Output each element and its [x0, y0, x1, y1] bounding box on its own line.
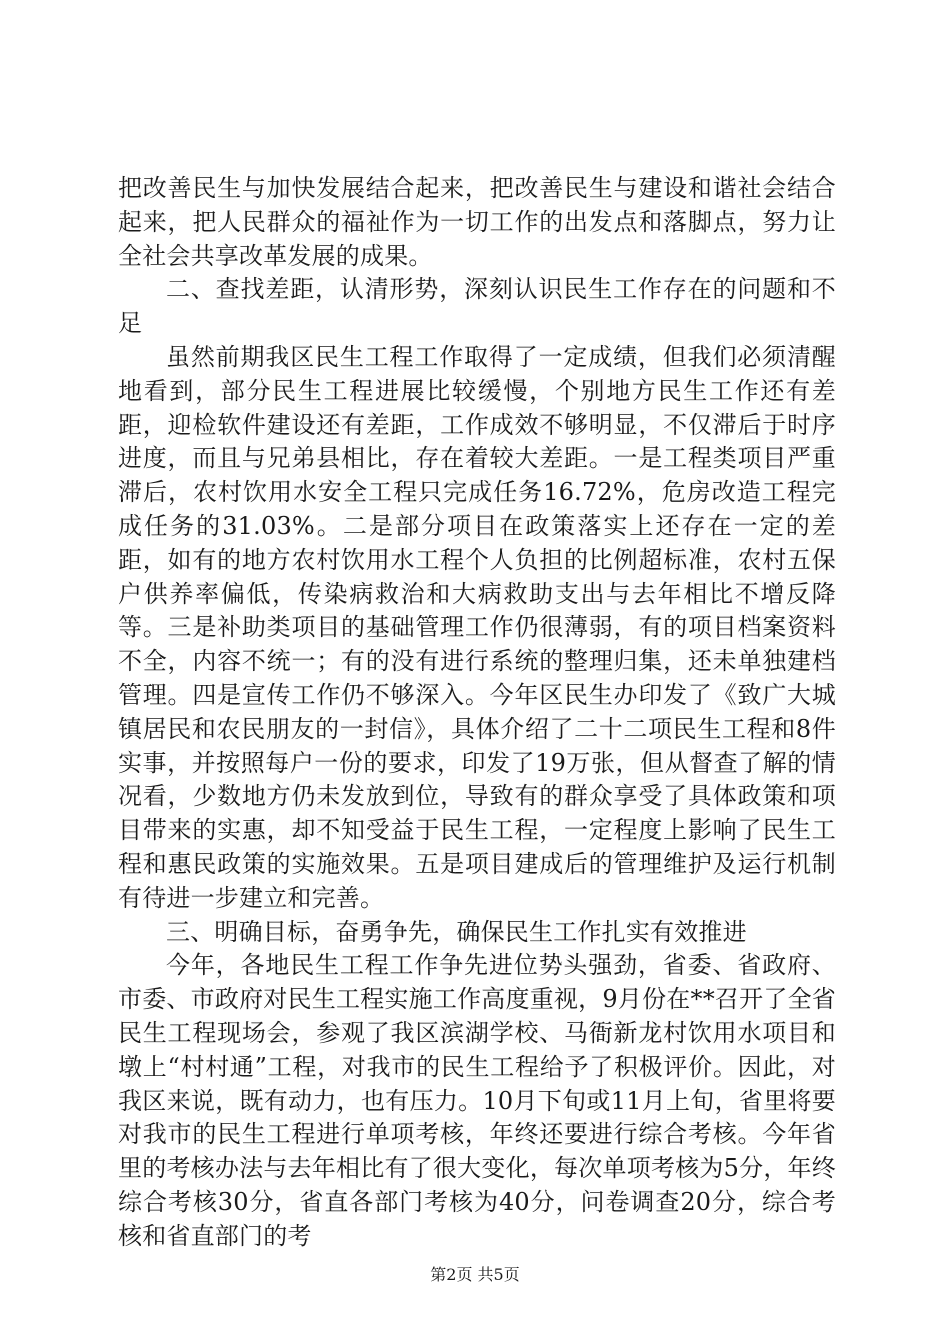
paragraph-continuation: 把改善民生与加快发展结合起来，把改善民生与建设和谐社会结合起来，把人民群众的福祉作为一切工作的出发点和落脚点，努力让全社会共享改革发展的成果。 [118, 174, 836, 270]
document-body [118, 172, 836, 1254]
section-heading-2: 二、查找差距，认清形势，深刻认识民生工作存在的问题和不足 [118, 275, 836, 338]
page-footer: 第2页 共5页 [430, 1265, 520, 1284]
paragraph-problems: 虽然前期我区民生工程工作取得了一定成绩，但我们必须清醒地看到，部分民生工程进展比较缓慢，个别地方民生工作还有差距，迎检软件建设还有差距，工作成效不够明显，不仅滞后于时序进度，而且与兄弟县相比，存在着较大差距。一是工程类项目严重滞后，农村饮用水安全工程只完成任务16.72%，危房改造工程完成任务的31.03%。二是部分项目在政策落实上还存在一定的差距，如有的地方农村饮用水工程个人负担的比例超标准，农村五保户供养率偏低，传染病救治和大病救助支出与去年相比不增反降等。三是补助类项目的基础管理工作仍很薄弱，有的项目档案资料不全，内容不统一；有的没有进行系统的整理归集，还未单独建档管理。四是宣传工作仍不够深入。今年区民生办印发了《致广大城镇居民和农民朋友的一封信》，具体介绍了二十二项民生工程和8件实事，并按照每户一份的要求，印发了19万张，但从督查了解的情况看，少数地方仍未发放到位，导致有的群众享受了具体政策和项目带来的实惠，却不知受益于民生工程，一定程度上影响了民生工程和惠民政策的实施效果。五是项目建成后的管理维护及运行机制有待进一步建立和完善。 [118, 342, 836, 912]
section-heading-3: 三、明确目标，奋勇争先，确保民生工作扎实有效推进 [166, 917, 747, 946]
paragraph-goals: 今年，各地民生工程工作争先进位势头强劲，省委、省政府、市委、市政府对民生工程实施工作高度重视，9月份在**召开了全省民生工程现场会，参观了我区滨湖学校、马衙新龙村饮用水项目和墩上“村村通”工程，对我市的民生工程给予了积极评价。因此，对我区来说，既有动力，也有压力。10月下旬或11月上旬，省里将要对我市的民生工程进行单项考核，年终还要进行综合考核。今年省里的考核办法与去年相比有了很大变化，每次单项考核为5分，年终综合考核30分，省直各部门考核为40分，问卷调查20分，综合考核和省直部门的考 [118, 951, 836, 1250]
